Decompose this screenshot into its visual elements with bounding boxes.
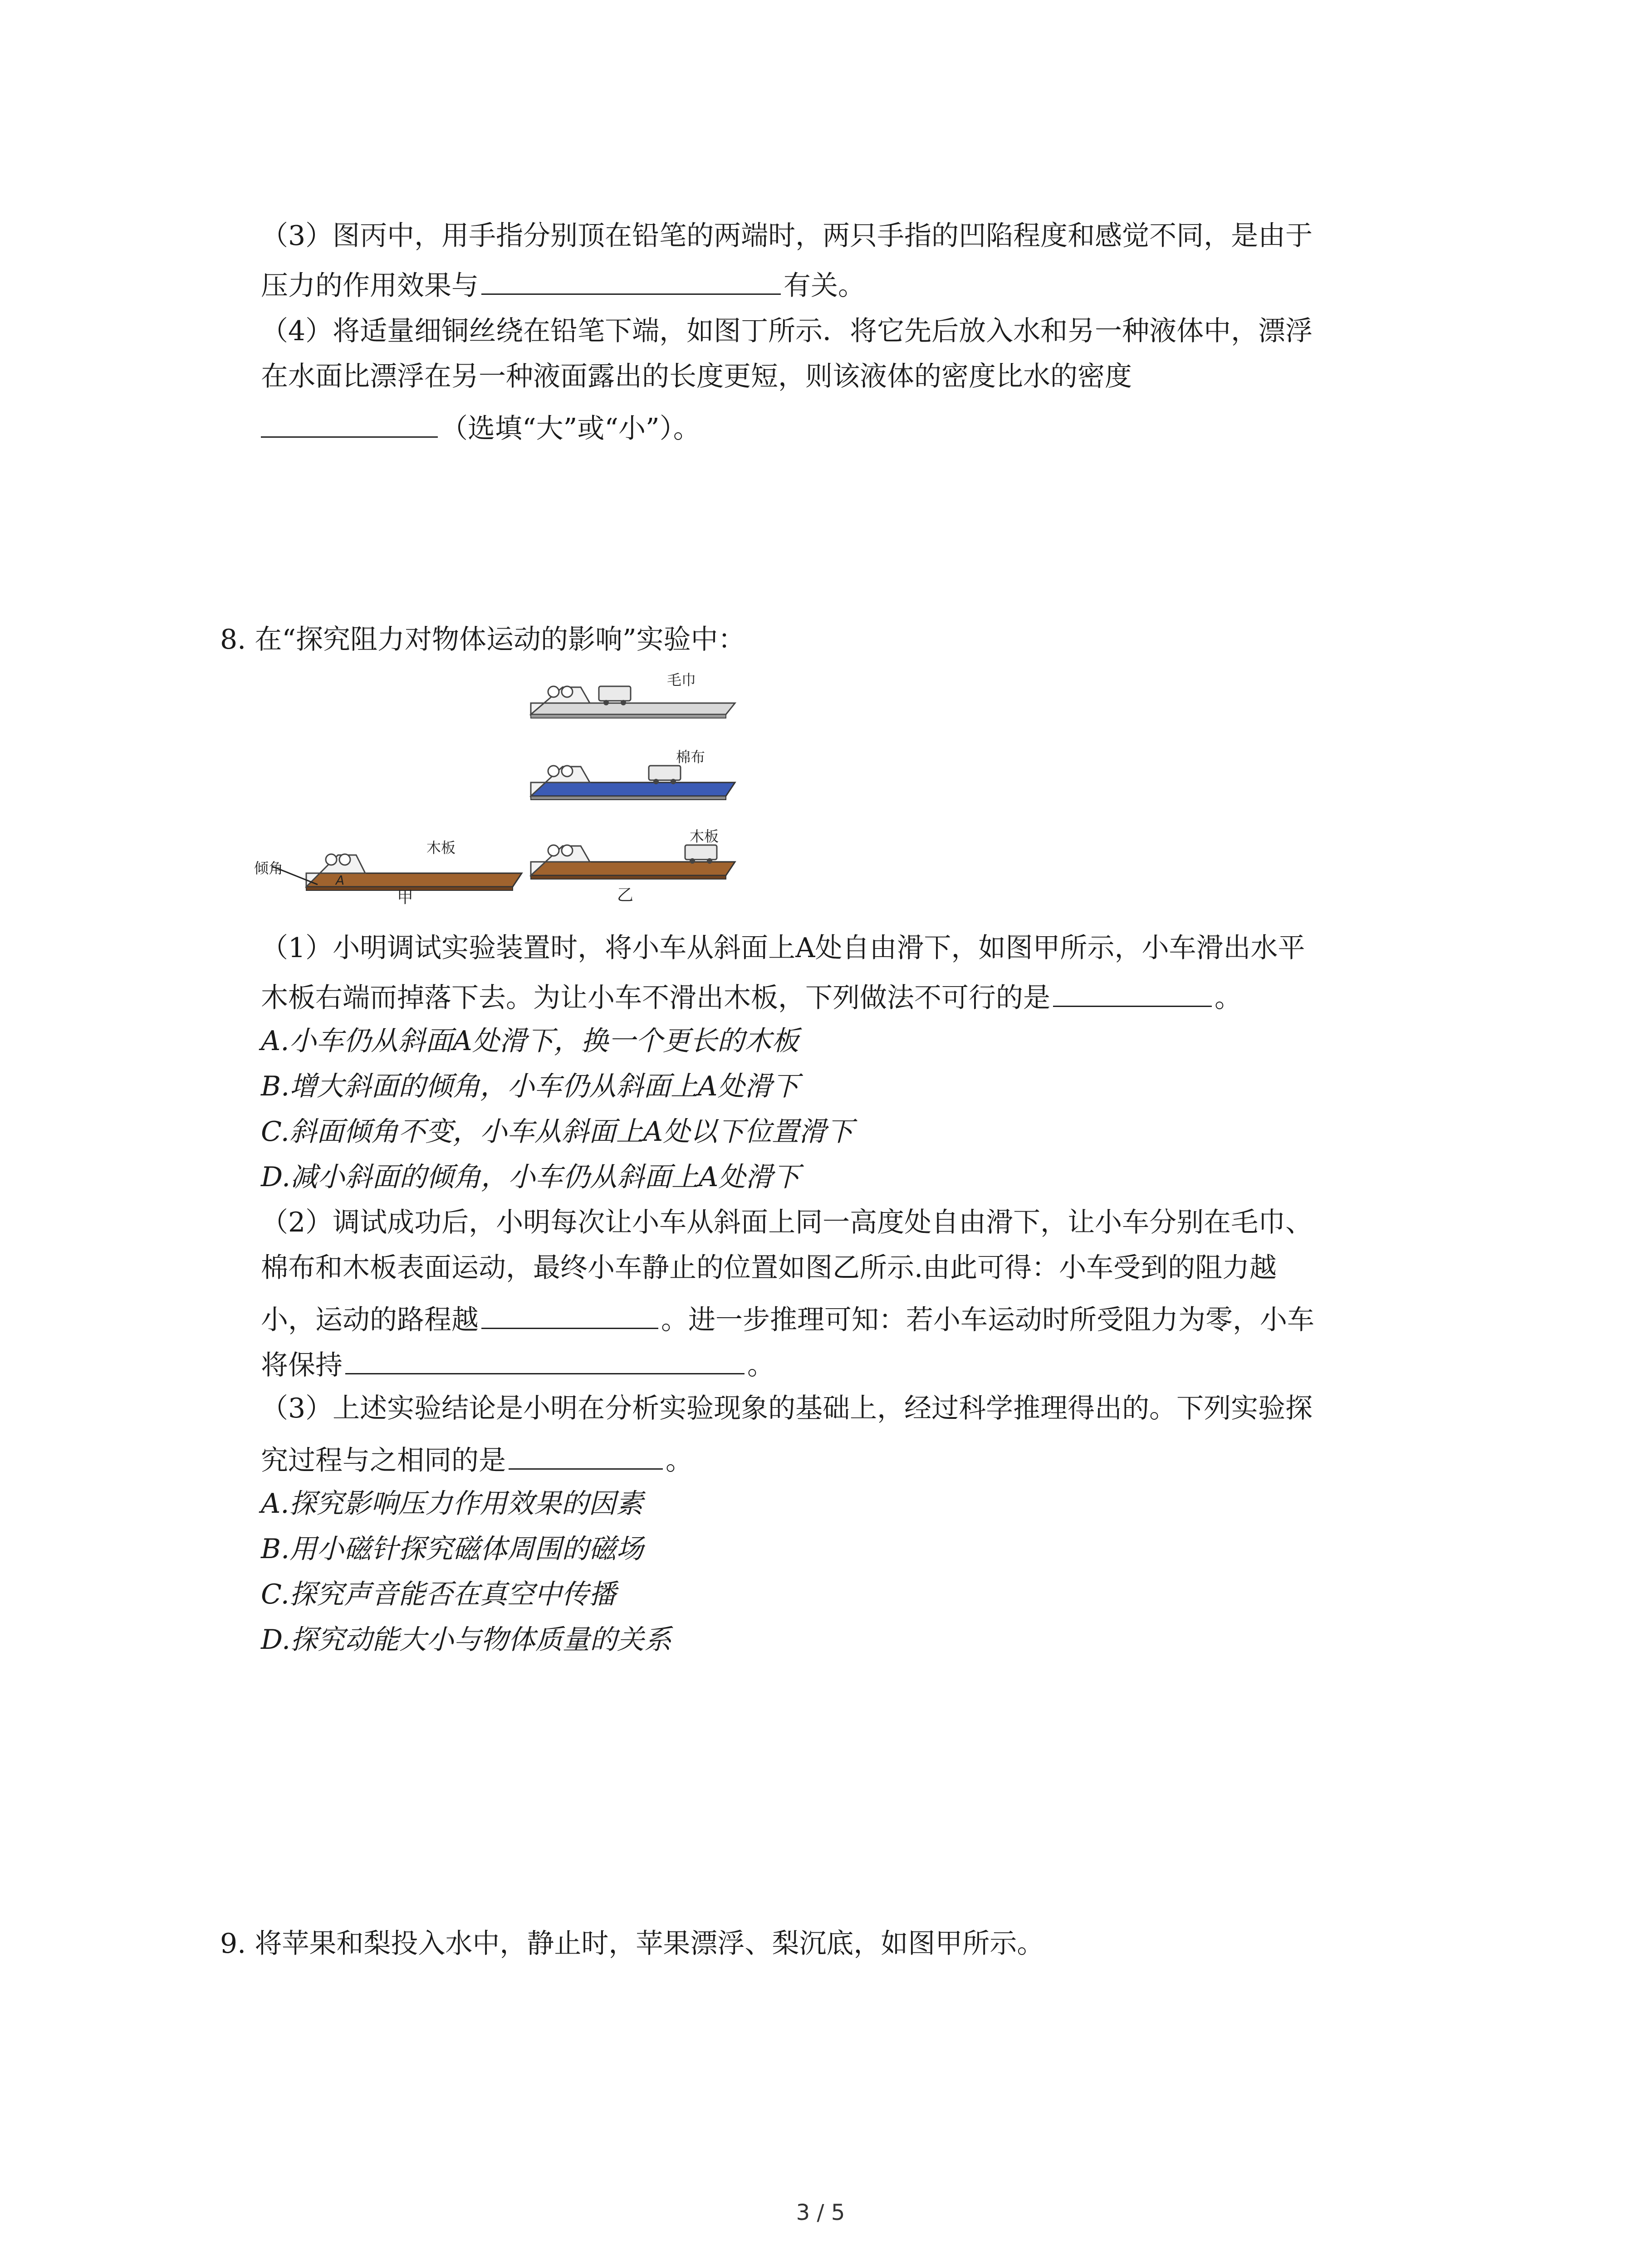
q7-part3-text-post: 有关。	[784, 270, 865, 302]
label-cotton: 棉布	[676, 748, 705, 766]
q8-part2-text-pre2: 将保持	[261, 1349, 343, 1381]
q8-part2-line1: （2）调试成功后，小明每次让小车从斜面上同一高度处自由滑下，让小车分别在毛巾、	[261, 1207, 1313, 1238]
label-yi: 乙	[617, 886, 634, 904]
towel-track	[531, 671, 735, 718]
answer-blank[interactable]	[481, 265, 781, 295]
q8-part1-line2	[261, 978, 1242, 1016]
q8-part1-line1: （1）小明调试实验装置时，将小车从斜面上A处自由滑下，如图甲所示，小车滑出水平	[261, 932, 1305, 964]
answer-blank[interactable]	[261, 408, 438, 438]
q8-option-A: A.小车仍从斜面A处滑下，换一个更长的木板	[261, 1025, 799, 1057]
page-number: 3 / 5	[796, 2200, 845, 2225]
label-wood-b: 木板	[690, 828, 719, 845]
label-incline-angle: 倾角	[254, 860, 284, 877]
q8-part3-text-post: 。	[666, 1445, 693, 1476]
q8-part2-text-post2: 。	[747, 1349, 774, 1381]
q7-part4-line3	[261, 408, 700, 447]
q7-part3-text-pre: 压力的作用效果与	[261, 270, 479, 302]
q9-stem: 9. 将苹果和梨投入水中，静止时，苹果漂浮、梨沉底，如图甲所示。	[220, 1928, 1044, 1960]
wood-track-jia	[254, 839, 522, 905]
q8-option-D: D.减小斜面的倾角，小车仍从斜面上A处滑下	[261, 1161, 800, 1193]
wood-track-yi	[531, 828, 735, 904]
q8-option3-B: B.用小磁针探究磁体周围的磁场	[261, 1533, 644, 1565]
q8-part1-text-pre: 木板右端而掉落下去。为让小车不滑出木板，下列做法不可行的是	[261, 982, 1050, 1014]
label-point-A: A	[336, 873, 345, 888]
answer-blank[interactable]	[1053, 978, 1212, 1007]
q8-part2-text-mid: 。进一步推理可知：若小车运动时所受阻力为零，小车	[661, 1304, 1314, 1336]
q8-part1-text-post: 。	[1215, 982, 1242, 1014]
q7-part4-line2: 在水面比漂浮在另一种液面露出的长度更短，则该液体的密度比水的密度	[261, 361, 1132, 392]
q8-part2-line2: 棉布和木板表面运动，最终小车静止的位置如图乙所示.由此可得：小车受到的阻力越	[261, 1252, 1277, 1284]
q8-stem: 8. 在“探究阻力对物体运动的影响”实验中：	[220, 624, 745, 655]
q8-option3-A: A.探究影响压力作用效果的因素	[261, 1488, 643, 1520]
q8-option3-D: D.探究动能大小与物体质量的关系	[261, 1624, 672, 1656]
answer-blank[interactable]	[481, 1300, 658, 1329]
q8-part3-line1: （3）上述实验结论是小明在分析实验现象的基础上，经过科学推理得出的。下列实验探	[261, 1393, 1313, 1424]
q8-part3-text-pre: 究过程与之相同的是	[261, 1445, 506, 1476]
q7-part3-line1: （3）图丙中，用手指分别顶在铅笔的两端时，两只手指的凹陷程度和感觉不同，是由于	[261, 220, 1313, 252]
q8-part2-line4	[261, 1345, 774, 1383]
q8-part2-text-pre: 小，运动的路程越	[261, 1304, 479, 1336]
q8-part2-line3	[261, 1300, 1314, 1338]
q7-part3-line2	[261, 265, 865, 304]
q8-option3-C: C.探究声音能否在真空中传播	[261, 1579, 616, 1610]
answer-blank[interactable]	[345, 1345, 745, 1374]
q8-option-C: C.斜面倾角不变，小车从斜面上A处以下位置滑下	[261, 1116, 854, 1148]
q8-part3-line2	[261, 1440, 693, 1479]
q7-part4-line1: （4）将适量细铜丝绕在铅笔下端，如图丁所示．将它先后放入水和另一种液体中，漂浮	[261, 315, 1313, 347]
label-wood-a: 木板	[426, 839, 456, 856]
q8-figure	[254, 660, 762, 905]
q8-option-B: B.增大斜面的倾角，小车仍从斜面上A处滑下	[261, 1070, 799, 1102]
cotton-track	[531, 748, 735, 800]
label-towel: 毛巾	[667, 671, 696, 689]
label-jia: 甲	[397, 888, 414, 905]
answer-blank[interactable]	[509, 1440, 663, 1470]
q7-part4-text-post: （选填“大”或“小”）。	[441, 413, 700, 445]
